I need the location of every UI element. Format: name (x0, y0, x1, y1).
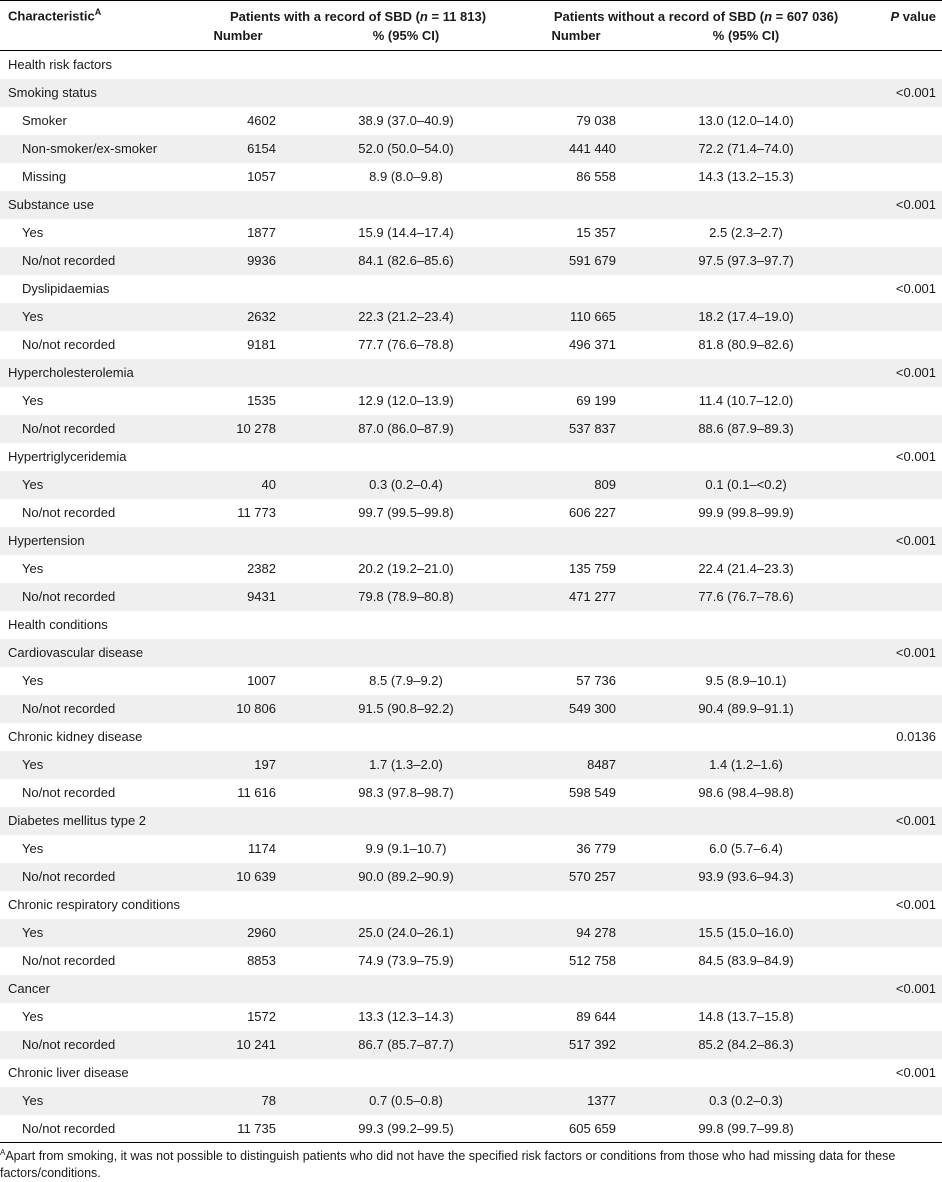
percent-ci-without-sbd: 99.9 (99.8–99.9) (698, 505, 794, 520)
row-label: No/not recorded (22, 253, 116, 268)
number-without-sbd: 605 659 (569, 1120, 617, 1136)
row-label: Dyslipidaemias (22, 281, 110, 296)
number-with-sbd: 1877 (247, 225, 276, 240)
table-row (0, 331, 942, 359)
number-without-sbd: 471 277 (569, 589, 617, 604)
percent-ci-without-sbd: 97.5 (97.3–97.7) (698, 253, 794, 268)
percent-ci-without-sbd: 2.5 (2.3–2.7) (709, 225, 783, 240)
number-header-sbd: Number (190, 26, 286, 51)
table-row (0, 303, 942, 331)
table-row (0, 975, 942, 1003)
p-value-cell: <0.001 (895, 1065, 937, 1080)
number-with-sbd (190, 359, 286, 387)
percent-ci-with-sbd: 22.3 (21.2–23.4) (358, 309, 454, 324)
p-value-cell: <0.001 (895, 449, 937, 464)
number-without-sbd: 69 199 (576, 393, 617, 408)
row-label: Diabetes mellitus type 2 (8, 813, 147, 828)
row-label: Cardiovascular disease (8, 645, 144, 660)
number-with-sbd (190, 443, 286, 471)
p-value-cell: <0.001 (895, 85, 937, 100)
number-with-sbd: 11 773 (237, 505, 276, 520)
percent-ci-without-sbd: 81.8 (80.9–82.6) (698, 337, 794, 352)
percent-ci-with-sbd: 79.8 (78.9–80.8) (358, 589, 454, 604)
table-row (0, 79, 942, 107)
percent-ci-with-sbd: 84.1 (82.6–85.6) (358, 253, 454, 268)
number-with-sbd (190, 611, 286, 639)
number-with-sbd: 197 (254, 757, 276, 772)
table-body (0, 51, 942, 1143)
number-without-sbd: 537 837 (569, 421, 617, 436)
percent-ci-without-sbd: 77.6 (76.7–78.6) (698, 589, 794, 604)
table-row (0, 107, 942, 135)
table-row (0, 1003, 942, 1031)
row-label: Yes (22, 841, 44, 856)
table-row (0, 387, 942, 415)
number-without-sbd (526, 275, 626, 303)
number-with-sbd (190, 1059, 286, 1087)
row-label: No/not recorded (22, 701, 116, 716)
number-with-sbd (190, 527, 286, 555)
percent-ci-without-sbd (626, 191, 866, 219)
number-without-sbd: 809 (594, 477, 617, 492)
number-without-sbd (526, 1059, 626, 1087)
table-row (0, 359, 942, 387)
number-with-sbd: 1535 (247, 393, 276, 408)
number-with-sbd (190, 275, 286, 303)
percent-ci-with-sbd (286, 891, 526, 919)
p-value-cell: <0.001 (895, 197, 937, 212)
number-header-no-sbd: Number (526, 26, 626, 51)
p-value-cell (866, 1031, 942, 1059)
row-label: Hypertriglyceridemia (8, 449, 127, 464)
percent-ci-header-sbd: % (95% CI) (286, 26, 526, 51)
percent-ci-with-sbd (286, 807, 526, 835)
percent-ci-without-sbd: 84.5 (83.9–84.9) (698, 953, 794, 968)
row-label: Yes (22, 561, 44, 576)
percent-ci-with-sbd: 20.2 (19.2–21.0) (358, 561, 454, 576)
number-without-sbd (526, 611, 626, 639)
percent-ci-with-sbd: 0.3 (0.2–0.4) (369, 477, 443, 492)
row-label: Smoker (22, 113, 67, 128)
percent-ci-without-sbd: 72.2 (71.4–74.0) (698, 141, 794, 156)
p-value-cell (866, 499, 942, 527)
p-value-cell (866, 51, 942, 79)
table-row (0, 1087, 942, 1115)
table-row (0, 191, 942, 219)
percent-ci-without-sbd: 88.6 (87.9–89.3) (698, 421, 794, 436)
table-row (0, 723, 942, 751)
percent-ci-with-sbd (286, 723, 526, 751)
number-with-sbd: 1057 (247, 169, 276, 184)
number-without-sbd: 517 392 (569, 1037, 617, 1052)
percent-ci-with-sbd (286, 639, 526, 667)
p-value-cell: <0.001 (895, 813, 937, 828)
p-value-cell: <0.001 (895, 981, 937, 996)
number-with-sbd: 10 278 (236, 421, 276, 436)
row-label: No/not recorded (22, 953, 116, 968)
number-with-sbd: 10 241 (236, 1037, 276, 1052)
table-row (0, 639, 942, 667)
table-row (0, 219, 942, 247)
percent-ci-without-sbd: 14.8 (13.7–15.8) (698, 1009, 794, 1024)
percent-ci-with-sbd: 0.7 (0.5–0.8) (369, 1093, 443, 1108)
percent-ci-without-sbd: 90.4 (89.9–91.1) (698, 701, 794, 716)
p-value-cell: <0.001 (895, 281, 937, 296)
percent-ci-without-sbd: 99.8 (99.7–99.8) (698, 1120, 794, 1136)
percent-ci-without-sbd: 13.0 (12.0–14.0) (698, 113, 794, 128)
p-value-cell (866, 303, 942, 331)
p-value-cell (866, 247, 942, 275)
empty-header-cell (0, 26, 190, 51)
percent-ci-with-sbd: 9.9 (9.1–10.7) (365, 841, 447, 856)
percent-ci-without-sbd (626, 807, 866, 835)
percent-ci-without-sbd: 15.5 (15.0–16.0) (698, 925, 794, 940)
p-value-cell (866, 107, 942, 135)
table-row (0, 835, 942, 863)
number-without-sbd (526, 443, 626, 471)
percent-ci-with-sbd: 87.0 (86.0–87.9) (358, 421, 454, 436)
percent-ci-with-sbd: 8.5 (7.9–9.2) (369, 673, 443, 688)
number-without-sbd (526, 639, 626, 667)
row-label: Yes (22, 1009, 44, 1024)
percent-ci-with-sbd (286, 443, 526, 471)
p-value-cell: <0.001 (895, 365, 937, 380)
number-with-sbd: 11 616 (237, 785, 276, 800)
row-label: Yes (22, 393, 44, 408)
p-value-cell (866, 835, 942, 863)
p-value-cell (866, 1087, 942, 1115)
p-value-cell (866, 471, 942, 499)
p-value-cell (866, 947, 942, 975)
percent-ci-without-sbd: 22.4 (21.4–23.3) (698, 561, 794, 576)
percent-ci-without-sbd (626, 975, 866, 1003)
number-without-sbd (526, 975, 626, 1003)
row-label: Cancer (8, 981, 50, 996)
row-label: No/not recorded (22, 421, 116, 436)
percent-ci-without-sbd (626, 639, 866, 667)
p-value-cell (866, 667, 942, 695)
row-label: Missing (22, 169, 67, 184)
number-with-sbd: 9181 (247, 337, 276, 352)
number-without-sbd: 94 278 (576, 925, 617, 940)
p-value-cell (866, 695, 942, 723)
p-value-cell: <0.001 (895, 645, 937, 660)
number-with-sbd: 2382 (247, 561, 276, 576)
percent-ci-without-sbd (626, 611, 866, 639)
percent-ci-header-no-sbd: % (95% CI) (626, 26, 866, 51)
number-without-sbd (526, 51, 626, 79)
percent-ci-with-sbd: 91.5 (90.8–92.2) (358, 701, 454, 716)
p-value-cell (866, 611, 942, 639)
table-row (0, 51, 942, 79)
percent-ci-with-sbd (286, 191, 526, 219)
percent-ci-with-sbd (286, 79, 526, 107)
percent-ci-without-sbd (626, 527, 866, 555)
table-row (0, 919, 942, 947)
group-without-sbd-header: Patients without a record of SBD (n = 607 036) (553, 8, 839, 24)
row-label: Yes (22, 309, 44, 324)
percent-ci-without-sbd (626, 275, 866, 303)
percent-ci-without-sbd: 85.2 (84.2–86.3) (698, 1037, 794, 1052)
table-row (0, 611, 942, 639)
number-without-sbd: 606 227 (569, 505, 617, 520)
number-without-sbd: 79 038 (576, 113, 617, 128)
percent-ci-with-sbd (286, 275, 526, 303)
p-value-cell (866, 135, 942, 163)
number-with-sbd (190, 79, 286, 107)
percent-ci-without-sbd: 1.4 (1.2–1.6) (709, 757, 783, 772)
table-row (0, 947, 942, 975)
row-label: Yes (22, 225, 44, 240)
p-value-header: P value (890, 8, 937, 24)
number-with-sbd (190, 975, 286, 1003)
number-with-sbd: 1007 (247, 673, 276, 688)
percent-ci-without-sbd: 14.3 (13.2–15.3) (698, 169, 794, 184)
number-with-sbd: 10 806 (236, 701, 276, 716)
table-row (0, 807, 942, 835)
number-with-sbd: 40 (261, 477, 276, 492)
p-value-cell (866, 1115, 942, 1143)
header-row-subcolumns (0, 26, 942, 51)
row-label: Chronic kidney disease (8, 729, 143, 744)
p-value-cell (866, 919, 942, 947)
table-row (0, 527, 942, 555)
row-label: Chronic liver disease (8, 1065, 129, 1080)
row-label: No/not recorded (22, 785, 116, 800)
p-value-cell (866, 415, 942, 443)
p-value-cell: 0.0136 (896, 729, 937, 744)
table-row (0, 163, 942, 191)
number-without-sbd: 549 300 (569, 701, 617, 716)
percent-ci-with-sbd (286, 975, 526, 1003)
table-row (0, 499, 942, 527)
number-without-sbd (526, 191, 626, 219)
percent-ci-with-sbd: 38.9 (37.0–40.9) (358, 113, 454, 128)
row-label: Yes (22, 477, 44, 492)
number-with-sbd (190, 639, 286, 667)
percent-ci-with-sbd: 77.7 (76.6–78.8) (358, 337, 454, 352)
number-with-sbd: 9936 (247, 253, 276, 268)
number-without-sbd (526, 723, 626, 751)
percent-ci-without-sbd: 18.2 (17.4–19.0) (698, 309, 794, 324)
table-row (0, 667, 942, 695)
number-without-sbd: 86 558 (576, 169, 617, 184)
percent-ci-without-sbd: 11.4 (10.7–12.0) (698, 393, 794, 408)
number-without-sbd: 57 736 (576, 673, 617, 688)
number-with-sbd: 4602 (247, 113, 276, 128)
row-label: Hypercholesterolemia (8, 365, 134, 380)
percent-ci-without-sbd (626, 51, 866, 79)
number-with-sbd (190, 891, 286, 919)
number-with-sbd: 2960 (247, 925, 276, 940)
number-with-sbd (190, 51, 286, 79)
row-label: Yes (22, 757, 44, 772)
header-row-groups (0, 1, 942, 26)
percent-ci-with-sbd: 1.7 (1.3–2.0) (369, 757, 443, 772)
number-with-sbd: 6154 (247, 141, 276, 156)
table-row (0, 135, 942, 163)
number-with-sbd: 2632 (247, 309, 276, 324)
number-with-sbd: 10 639 (236, 869, 276, 884)
percent-ci-without-sbd: 93.9 (93.6–94.3) (698, 869, 794, 884)
row-label: No/not recorded (22, 589, 116, 604)
number-without-sbd (526, 527, 626, 555)
number-without-sbd: 36 779 (576, 841, 617, 856)
number-with-sbd (190, 191, 286, 219)
row-label: Yes (22, 673, 44, 688)
percent-ci-with-sbd: 90.0 (89.2–90.9) (358, 869, 454, 884)
group-with-sbd-header: Patients with a record of SBD (n = 11 813) (229, 8, 487, 24)
row-label: Yes (22, 1093, 44, 1108)
row-label: No/not recorded (22, 869, 116, 884)
percent-ci-without-sbd: 0.3 (0.2–0.3) (709, 1093, 783, 1108)
table-row (0, 247, 942, 275)
number-without-sbd (526, 359, 626, 387)
number-without-sbd: 591 679 (569, 253, 617, 268)
number-without-sbd: 1377 (587, 1093, 617, 1108)
row-label: No/not recorded (22, 1037, 116, 1052)
percent-ci-with-sbd: 99.3 (99.2–99.5) (358, 1120, 454, 1136)
percent-ci-without-sbd (626, 79, 866, 107)
row-label: Health conditions (8, 617, 108, 632)
p-value-cell (866, 555, 942, 583)
table-row (0, 751, 942, 779)
row-label: Non-smoker/ex-smoker (22, 141, 158, 156)
percent-ci-with-sbd (286, 51, 526, 79)
number-without-sbd: 570 257 (569, 869, 617, 884)
table-row (0, 1059, 942, 1087)
table-footnote: $^A$Apart from smoking, it was not possible to distinguish patients who did not have the specified risk factors or conditions from those who had missing data for these factors/conditions. (0, 1148, 896, 1181)
table-row (0, 695, 942, 723)
row-label: Chronic respiratory conditions (8, 897, 180, 912)
percent-ci-with-sbd: 15.9 (14.4–17.4) (358, 225, 454, 240)
row-label: Substance use (8, 197, 95, 212)
p-value-cell (866, 583, 942, 611)
number-with-sbd: 11 735 (237, 1120, 276, 1136)
number-with-sbd: 1174 (248, 841, 276, 856)
percent-ci-with-sbd: 99.7 (99.5–99.8) (358, 505, 454, 520)
percent-ci-without-sbd (626, 359, 866, 387)
percent-ci-without-sbd: 98.6 (98.4–98.8) (698, 785, 794, 800)
number-without-sbd: 8487 (587, 757, 617, 772)
p-value-cell (866, 863, 942, 891)
row-label: No/not recorded (22, 1120, 116, 1136)
p-value-cell (866, 751, 942, 779)
percent-ci-with-sbd: 25.0 (24.0–26.1) (358, 925, 454, 940)
number-with-sbd: 78 (261, 1093, 276, 1108)
row-label: Health risk factors (8, 57, 113, 73)
p-value-cell (866, 219, 942, 247)
number-with-sbd (190, 723, 286, 751)
percent-ci-with-sbd (286, 527, 526, 555)
table-row (0, 555, 942, 583)
row-label: Smoking status (8, 85, 97, 100)
p-value-cell (866, 163, 942, 191)
percent-ci-with-sbd: 86.7 (85.7–87.7) (358, 1037, 454, 1052)
percent-ci-without-sbd: 9.5 (8.9–10.1) (705, 673, 787, 688)
percent-ci-with-sbd (286, 359, 526, 387)
percent-ci-with-sbd: 13.3 (12.3–14.3) (358, 1009, 454, 1024)
percent-ci-with-sbd: 98.3 (97.8–98.7) (358, 785, 454, 800)
empty-header-cell (866, 26, 942, 51)
table-row (0, 1031, 942, 1059)
percent-ci-without-sbd (626, 723, 866, 751)
number-without-sbd (526, 807, 626, 835)
row-label: Yes (22, 925, 44, 940)
percent-ci-without-sbd: 6.0 (5.7–6.4) (709, 841, 783, 856)
table-row (0, 471, 942, 499)
p-value-cell (866, 387, 942, 415)
characteristic-header: Characteristic$^A$ (8, 7, 102, 24)
percent-ci-with-sbd (286, 611, 526, 639)
p-value-cell: <0.001 (895, 533, 937, 548)
p-value-cell (866, 1003, 942, 1031)
table-row (0, 583, 942, 611)
table-row (0, 443, 942, 471)
table-row (0, 891, 942, 919)
p-value-cell (866, 331, 942, 359)
percent-ci-without-sbd (626, 1059, 866, 1087)
row-label: No/not recorded (22, 337, 116, 352)
percent-ci-without-sbd (626, 443, 866, 471)
p-value-cell: <0.001 (895, 897, 937, 912)
table-row (0, 415, 942, 443)
percent-ci-without-sbd: 0.1 (0.1–<0.2) (705, 477, 787, 492)
percent-ci-without-sbd (626, 891, 866, 919)
percent-ci-with-sbd: 12.9 (12.0–13.9) (358, 393, 454, 408)
number-without-sbd (526, 79, 626, 107)
percent-ci-with-sbd: 52.0 (50.0–54.0) (358, 141, 454, 156)
number-without-sbd: 598 549 (569, 785, 617, 800)
number-with-sbd: 1572 (247, 1009, 276, 1024)
number-without-sbd: 15 357 (576, 225, 617, 240)
row-label: Hypertension (8, 533, 85, 548)
number-without-sbd: 110 665 (569, 309, 617, 324)
number-with-sbd: 8853 (247, 953, 276, 968)
number-with-sbd: 9431 (247, 589, 276, 604)
percent-ci-with-sbd: 74.9 (73.9–75.9) (358, 953, 454, 968)
row-label: No/not recorded (22, 505, 116, 520)
number-with-sbd (190, 807, 286, 835)
number-without-sbd (526, 891, 626, 919)
table-row (0, 779, 942, 807)
number-without-sbd: 512 758 (569, 953, 617, 968)
table-row (0, 1115, 942, 1143)
p-value-cell (866, 779, 942, 807)
number-without-sbd: 135 759 (569, 561, 617, 576)
number-without-sbd: 496 371 (569, 337, 617, 352)
number-without-sbd: 441 440 (569, 141, 617, 156)
number-without-sbd: 89 644 (576, 1009, 617, 1024)
percent-ci-with-sbd (286, 1059, 526, 1087)
table-row (0, 275, 942, 303)
table-row (0, 863, 942, 891)
percent-ci-with-sbd: 8.9 (8.0–9.8) (369, 169, 443, 184)
